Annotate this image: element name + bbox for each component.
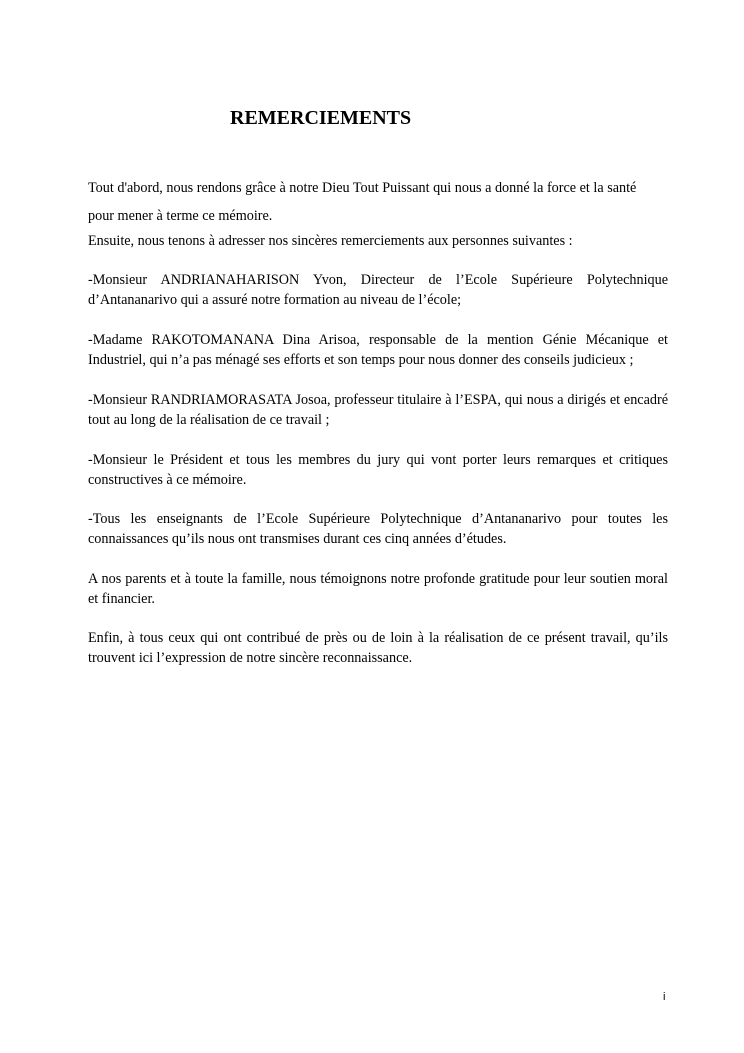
paragraph-intro: Ensuite, nous tenons à adresser nos sincères remerciements aux personnes suivantes : [88,233,573,249]
paragraph-thanks-mention-head: -Madame RAKOTOMANANA Dina Arisoa, responsable de la mention Génie Mécanique et Industriel, qui n’a pas ménagé ses efforts et son temps pour nous donner des conseils judicieux ; [88,332,668,368]
paragraph-opening-line-1: Tout d'abord, nous rendons grâce à notre Dieu Tout Puissant qui nous a donné la force et la santé [88,180,637,196]
page-number: i [663,991,666,1003]
paragraph-opening-line-2: pour mener à terme ce mémoire. [88,208,273,224]
paragraph-thanks-jury: -Monsieur le Président et tous les membres du jury qui vont porter leurs remarques et critiques constructives à ce mémoire. [88,452,668,488]
paragraph-closing: Enfin, à tous ceux qui ont contribué de près ou de loin à la réalisation de ce présent travail, qu’ils trouvent ici l’expression de notre sincère reconnaissance. [88,630,668,666]
paragraph-thanks-family: A nos parents et à toute la famille, nous témoignons notre profonde gratitude pour leur soutien moral et financier. [88,571,668,607]
paragraph-thanks-supervisor: -Monsieur RANDRIAMORASATA Josoa, professeur titulaire à l’ESPA, qui nous a dirigés et encadré tout au long de la réalisation de ce travail ; [88,392,668,428]
page-title: REMERCIEMENTS [230,107,412,129]
paragraph-thanks-director: -Monsieur ANDRIANAHARISON Yvon, Directeur de l’Ecole Supérieure Polytechnique d’Antananarivo qui a assuré notre formation au niveau de l’école; [88,272,668,308]
paragraph-thanks-teachers: -Tous les enseignants de l’Ecole Supérieure Polytechnique d’Antananarivo pour toutes les connaissances qu’ils nous ont transmises durant ces cinq années d’études. [88,511,668,547]
